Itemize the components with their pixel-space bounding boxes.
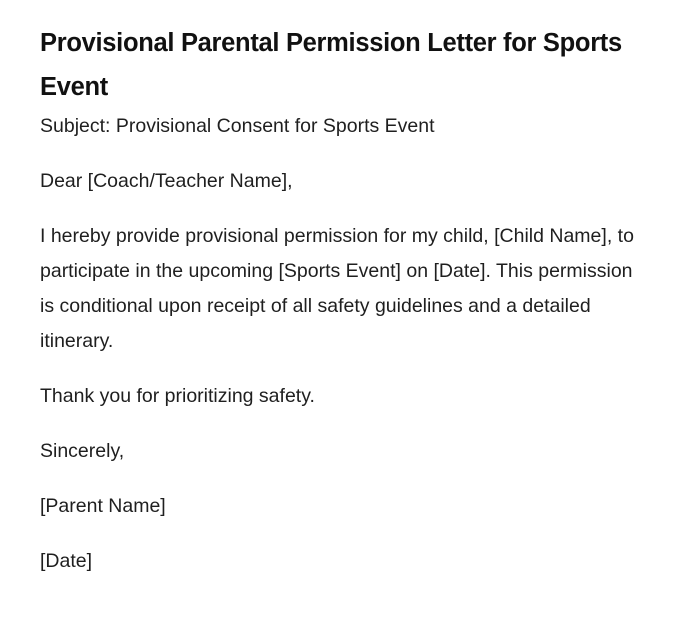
letter-title: Provisional Parental Permission Letter for Sports Event — [40, 29, 622, 101]
letter-document — [40, 21, 640, 599]
letter-signature: [Parent Name] — [40, 495, 166, 517]
letter-body: I hereby provide provisional permission for my child, [Child Name], to participate in the upcoming [Sports Event] on [Date]. This permission is conditional upon receipt of all safety guidelines and a detailed itinerary. — [40, 225, 634, 352]
letter-date: [Date] — [40, 550, 93, 572]
letter-thanks: Thank you for prioritizing safety. — [40, 385, 315, 407]
letter-subject: Subject: Provisional Consent for Sports Event — [40, 115, 435, 137]
letter-closing: Sincerely, — [40, 440, 125, 462]
letter-greeting: Dear [Coach/Teacher Name], — [40, 170, 293, 192]
